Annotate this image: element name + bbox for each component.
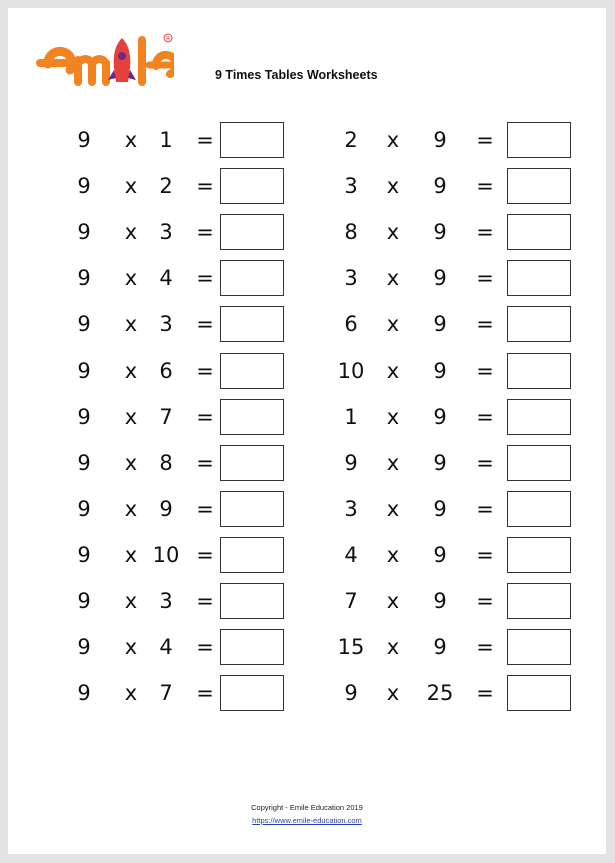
second-factor: 9	[433, 358, 447, 383]
multiply-sign: x	[124, 312, 138, 337]
problem-row	[8, 583, 606, 619]
svg-text:R: R	[166, 35, 171, 43]
multiply-sign: x	[386, 174, 400, 199]
second-factor: 7	[159, 404, 173, 429]
answer-box[interactable]	[507, 353, 571, 389]
answer-box[interactable]	[507, 260, 571, 296]
equals-sign: =	[196, 174, 214, 199]
equals-sign: =	[476, 266, 494, 291]
multiply-sign: x	[386, 589, 400, 613]
multiply-sign: x	[124, 220, 138, 245]
multiply-sign: x	[386, 312, 400, 337]
first-factor: 3	[344, 266, 358, 291]
answer-box[interactable]	[507, 306, 571, 342]
first-factor: 9	[77, 635, 91, 660]
answer-box[interactable]	[507, 214, 571, 250]
equals-sign: =	[196, 589, 214, 613]
multiply-sign: x	[124, 174, 138, 199]
equals-sign: =	[196, 220, 214, 245]
multiply-sign: x	[124, 681, 138, 706]
equals-sign: =	[476, 542, 494, 567]
second-factor: 9	[433, 174, 447, 199]
answer-box[interactable]	[507, 168, 571, 204]
equals-sign: =	[476, 174, 494, 199]
equals-sign: =	[476, 404, 494, 429]
multiply-sign: x	[386, 128, 400, 152]
answer-box[interactable]	[507, 445, 571, 481]
problem-row	[8, 491, 606, 527]
second-factor: 6	[159, 358, 173, 383]
equals-sign: =	[196, 496, 214, 521]
equals-sign: =	[476, 450, 494, 475]
first-factor: 9	[77, 220, 91, 245]
equals-sign: =	[476, 312, 494, 337]
first-factor: 2	[344, 128, 358, 152]
second-factor: 8	[159, 450, 173, 475]
answer-box[interactable]	[507, 491, 571, 527]
problem-row	[8, 675, 606, 711]
multiply-sign: x	[386, 450, 400, 475]
equals-sign: =	[476, 358, 494, 383]
equals-sign: =	[476, 635, 494, 660]
second-factor: 9	[433, 589, 447, 613]
first-factor: 1	[344, 404, 358, 429]
website-link[interactable]: https://www.emile-education.com	[252, 816, 362, 825]
first-factor: 6	[344, 312, 358, 337]
second-factor: 3	[159, 312, 173, 337]
problem-row	[8, 445, 606, 481]
second-factor: 9	[433, 128, 447, 152]
website-link-container	[8, 816, 606, 825]
first-factor: 9	[77, 542, 91, 567]
equals-sign: =	[196, 312, 214, 337]
first-factor: 10	[337, 358, 365, 383]
first-factor: 9	[77, 266, 91, 291]
multiply-sign: x	[386, 404, 400, 429]
multiply-sign: x	[124, 266, 138, 291]
multiply-sign: x	[386, 542, 400, 567]
first-factor: 9	[77, 312, 91, 337]
first-factor: 9	[344, 450, 358, 475]
multiply-sign: x	[386, 266, 400, 291]
first-factor: 9	[77, 496, 91, 521]
first-factor: 9	[77, 128, 91, 152]
equals-sign: =	[196, 542, 214, 567]
equals-sign: =	[476, 220, 494, 245]
second-factor: 1	[159, 128, 173, 152]
copyright-text: Copyright - Emile Education 2019	[251, 803, 363, 812]
problem-row	[8, 168, 606, 204]
second-factor: 4	[159, 266, 173, 291]
second-factor: 9	[433, 635, 447, 660]
multiply-sign: x	[386, 681, 400, 706]
problem-row	[8, 122, 606, 158]
equals-sign: =	[476, 128, 494, 152]
answer-box[interactable]	[507, 675, 571, 711]
second-factor: 4	[159, 635, 173, 660]
first-factor: 9	[77, 681, 91, 706]
answer-box[interactable]	[507, 399, 571, 435]
problem-row	[8, 214, 606, 250]
second-factor: 25	[426, 681, 454, 706]
equals-sign: =	[196, 128, 214, 152]
worksheet-title: 9 Times Tables Worksheets	[215, 68, 378, 82]
problem-row	[8, 629, 606, 665]
multiply-sign: x	[124, 635, 138, 660]
first-factor: 9	[344, 681, 358, 706]
problem-row	[8, 353, 606, 389]
equals-sign: =	[196, 404, 214, 429]
second-factor: 7	[159, 681, 173, 706]
second-factor: 9	[433, 496, 447, 521]
second-factor: 9	[159, 496, 173, 521]
first-factor: 9	[77, 589, 91, 613]
multiply-sign: x	[124, 404, 138, 429]
multiply-sign: x	[386, 496, 400, 521]
equals-sign: =	[196, 635, 214, 660]
first-factor: 7	[344, 589, 358, 613]
second-factor: 9	[433, 312, 447, 337]
multiply-sign: x	[124, 496, 138, 521]
first-factor: 3	[344, 496, 358, 521]
first-factor: 8	[344, 220, 358, 245]
equals-sign: =	[476, 496, 494, 521]
answer-box[interactable]	[507, 122, 571, 158]
first-factor: 9	[77, 358, 91, 383]
first-factor: 9	[77, 174, 91, 199]
second-factor: 3	[159, 220, 173, 245]
second-factor: 9	[433, 266, 447, 291]
multiply-sign: x	[124, 358, 138, 383]
second-factor: 3	[159, 589, 173, 613]
first-factor: 15	[337, 635, 365, 660]
problem-row	[8, 537, 606, 573]
second-factor: 9	[433, 220, 447, 245]
first-factor: 3	[344, 174, 358, 199]
second-factor: 9	[433, 450, 447, 475]
multiply-sign: x	[386, 358, 400, 383]
second-factor: 9	[433, 404, 447, 429]
equals-sign: =	[196, 450, 214, 475]
answer-box[interactable]	[507, 537, 571, 573]
multiply-sign: x	[124, 542, 138, 567]
equals-sign: =	[476, 589, 494, 613]
problem-row	[8, 260, 606, 296]
multiply-sign: x	[386, 220, 400, 245]
first-factor: 9	[77, 450, 91, 475]
answer-box[interactable]	[507, 629, 571, 665]
equals-sign: =	[476, 681, 494, 706]
answer-box[interactable]	[507, 583, 571, 619]
worksheet-page	[8, 8, 606, 854]
problem-row	[8, 306, 606, 342]
second-factor: 2	[159, 174, 173, 199]
second-factor: 10	[152, 542, 180, 567]
multiply-sign: x	[124, 450, 138, 475]
equals-sign: =	[196, 266, 214, 291]
emile-logo	[34, 30, 174, 92]
first-factor: 4	[344, 542, 358, 567]
equals-sign: =	[196, 681, 214, 706]
multiply-sign: x	[124, 589, 138, 613]
equals-sign: =	[196, 358, 214, 383]
first-factor: 9	[77, 404, 91, 429]
problem-row	[8, 399, 606, 435]
multiply-sign: x	[124, 128, 138, 152]
multiply-sign: x	[386, 635, 400, 660]
second-factor: 9	[433, 542, 447, 567]
